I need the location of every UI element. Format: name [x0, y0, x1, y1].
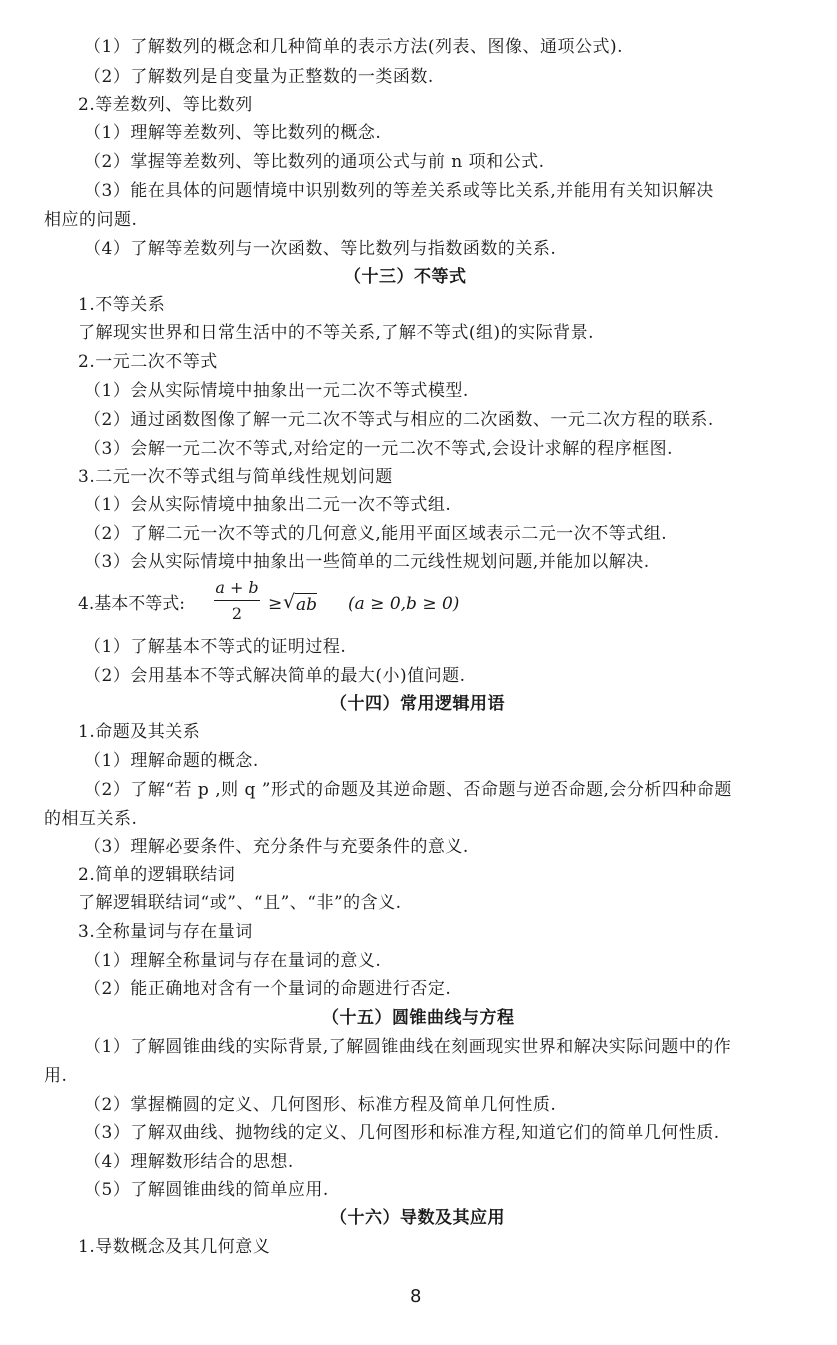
section-item-title: 3.全称量词与存在量词 [78, 922, 253, 942]
formula-numerator: a + b [215, 578, 259, 597]
section-item-title: 1.导数概念及其几何意义 [78, 1237, 271, 1257]
fraction-bar [214, 600, 260, 601]
section-heading: （十四）常用逻辑用语 [330, 694, 505, 714]
section-heading: （十六）导数及其应用 [330, 1208, 505, 1228]
text-line: （4）了解等差数列与一次函数、等比数列与指数函数的关系. [84, 239, 557, 259]
text-line: （1）理解命题的概念. [84, 751, 259, 771]
text-line: 相应的问题. [44, 210, 138, 230]
text-line: （1）会从实际情境中抽象出一元二次不等式模型. [84, 381, 469, 401]
text-line: （5）了解圆锥曲线的简单应用. [84, 1180, 329, 1200]
formula-denominator: 2 [231, 604, 243, 623]
formula-radicand: ab [296, 595, 318, 615]
text-line: （2）了解二元一次不等式的几何意义,能用平面区域表示二元一次不等式组. [84, 524, 668, 544]
formula-condition: (a ≥ 0,b ≥ 0) [348, 594, 460, 614]
text-line: 的相互关系. [44, 809, 138, 829]
text-line: （3）会解一元二次不等式,对给定的一元二次不等式,会设计求解的程序框图. [84, 439, 674, 459]
text-line: （3）了解双曲线、抛物线的定义、几何图形和标准方程,知道它们的简单几何性质. [84, 1123, 720, 1143]
text-line: （3）理解必要条件、充分条件与充要条件的意义. [84, 837, 469, 857]
text-line: （4）理解数形结合的思想. [84, 1152, 294, 1172]
text-line: （2）会用基本不等式解决简单的最大(小)值问题. [84, 666, 466, 686]
formula-label: 4.基本不等式: [78, 594, 185, 614]
text-line: （2）通过函数图像了解一元二次不等式与相应的二次函数、一元二次方程的联系. [84, 410, 714, 430]
text-line: （1）理解等差数列、等比数列的概念. [84, 123, 382, 143]
text-line: （2）能正确地对含有一个量词的命题进行否定. [84, 979, 452, 999]
text-line: （3）能在具体的问题情境中识别数列的等差关系或等比关系,并能用有关知识解决 [84, 181, 714, 201]
section-item-title: 1.命题及其关系 [78, 722, 201, 742]
text-line: （2）了解数列是自变量为正整数的一类函数. [84, 67, 434, 87]
section-item-title: 2.等差数列、等比数列 [78, 95, 253, 115]
sqrt-icon: √ [283, 591, 296, 613]
section-item-title: 2.简单的逻辑联结词 [78, 865, 236, 885]
text-line: （2）掌握等差数列、等比数列的通项公式与前 n 项和公式. [84, 152, 545, 172]
section-item-title: 1.不等关系 [78, 295, 166, 315]
text-line: 了解现实世界和日常生活中的不等关系,了解不等式(组)的实际背景. [78, 323, 595, 343]
text-line: （1）了解圆锥曲线的实际背景,了解圆锥曲线在刻画现实世界和解决实际问题中的作 [84, 1037, 732, 1057]
text-line: （3）会从实际情境中抽象出一些简单的二元线性规划问题,并能加以解决. [84, 552, 650, 572]
text-line: （1）理解全称量词与存在量词的意义. [84, 951, 382, 971]
text-line: （1）会从实际情境中抽象出二元一次不等式组. [84, 495, 452, 515]
text-line: 用. [44, 1066, 68, 1086]
text-line: （2）掌握椭圆的定义、几何图形、标准方程及简单几何性质. [84, 1095, 557, 1115]
page-number: 8 [410, 1286, 422, 1307]
section-item-title: 3.二元一次不等式组与简单线性规划问题 [78, 467, 393, 487]
section-heading: （十三）不等式 [344, 267, 467, 287]
text-line: （1）了解基本不等式的证明过程. [84, 637, 347, 657]
section-item-title: 2.一元二次不等式 [78, 352, 218, 372]
text-line: （2）了解“若 p ,则 q ”形式的命题及其逆命题、否命题与逆否命题,会分析四种命题 [84, 780, 732, 800]
formula-relation: ≥ [268, 594, 283, 614]
text-line: （1）了解数列的概念和几种简单的表示方法(列表、图像、通项公式). [84, 37, 623, 57]
section-heading: （十五）圆锥曲线与方程 [322, 1008, 515, 1028]
text-line: 了解逻辑联结词“或”、“且”、“非”的含义. [78, 893, 402, 913]
